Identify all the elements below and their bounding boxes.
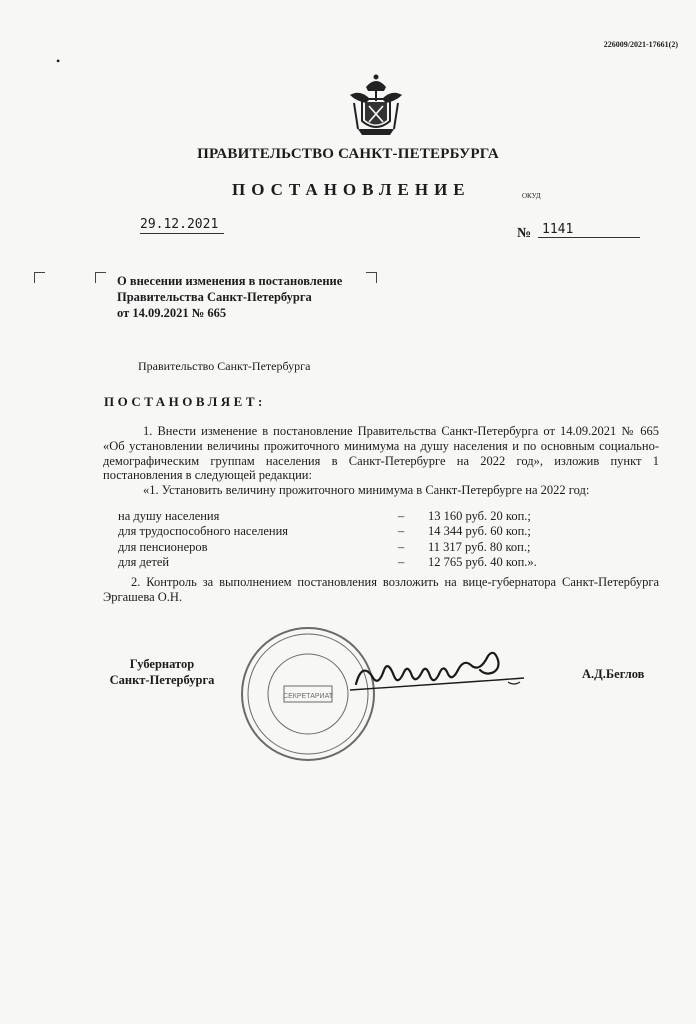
signatory-title-line: Санкт-Петербурга [109,673,215,687]
table-category: на душу населения [118,509,220,523]
signatory-title-line: Губернатор [129,657,195,671]
signatory-title [102,656,222,688]
document-subject [117,273,342,321]
table-category: для пенсионеров [118,539,208,554]
table-category: для детей [118,555,170,570]
table-value: 14 344 руб. 60 коп.; [428,524,531,539]
subject-line: Правительства Санкт-Петербурга [117,290,312,304]
document-date: 29.12.2021 [140,217,224,234]
table-category: для трудоспособного населения [118,524,289,539]
document-type: ПОСТАНОВЛЕНИЕ [232,180,471,199]
subsistence-minimum-table [118,509,568,571]
corner-mark [34,272,45,283]
table-dash: – [398,509,405,523]
government-name: ПРАВИТЕЛЬСТВО САНКТ-ПЕТЕРБУРГА [197,146,499,162]
item-1: 1. Внести изменение в постановление Правительства Санкт-Петербурга от 14.09.2021 № 665 «Об установлении величины прожиточного минимума на душу населения и по основным социально-демографическим группам населения в Санкт-Петербурге на 2022 год», изложив пункт 1 постановления в следующей редакции: [103,424,659,483]
subject-line: от 14.09.2021 № 665 [117,306,227,320]
table-row [118,540,568,555]
scan-mark: • [56,54,61,68]
table-row [118,555,568,570]
seal-center-text: СЕКРЕТАРИАТ [283,693,333,700]
table-row [118,524,568,539]
signer-name: А.Д.Беглов [582,667,645,681]
resolves-heading: ПОСТАНОВЛЯЕТ: [104,394,266,409]
registry-number: 226009/2021-17661(2) [603,40,678,49]
corner-mark [366,272,377,283]
item-1-1: «1. Установить величину прожиточного минимума в Санкт-Петербурге на 2022 год: [143,483,590,498]
okud-label: ОКУД [522,192,541,200]
issuer: Правительство Санкт-Петербурга [138,359,311,373]
coat-of-arms-icon [344,73,408,139]
table-row [118,509,568,524]
document-number: 1141 [538,222,640,238]
handwritten-signature [348,642,536,702]
resolution-body [103,424,659,498]
table-value: 13 160 руб. 20 коп.; [428,509,531,523]
corner-mark [95,272,106,283]
table-dash: – [398,524,405,539]
number-label: № [517,226,532,241]
table-dash: – [398,539,405,554]
table-value: 12 765 руб. 40 коп.». [428,555,537,570]
item-2-block [103,575,659,605]
table-dash: – [398,555,405,570]
table-value: 11 317 руб. 80 коп.; [428,539,531,554]
subject-line: О внесении изменения в постановление [117,274,343,288]
item-2: 2. Контроль за выполнением постановления возложить на вице-губернатора Санкт-Петербурга Эргашева О.Н. [103,575,659,604]
